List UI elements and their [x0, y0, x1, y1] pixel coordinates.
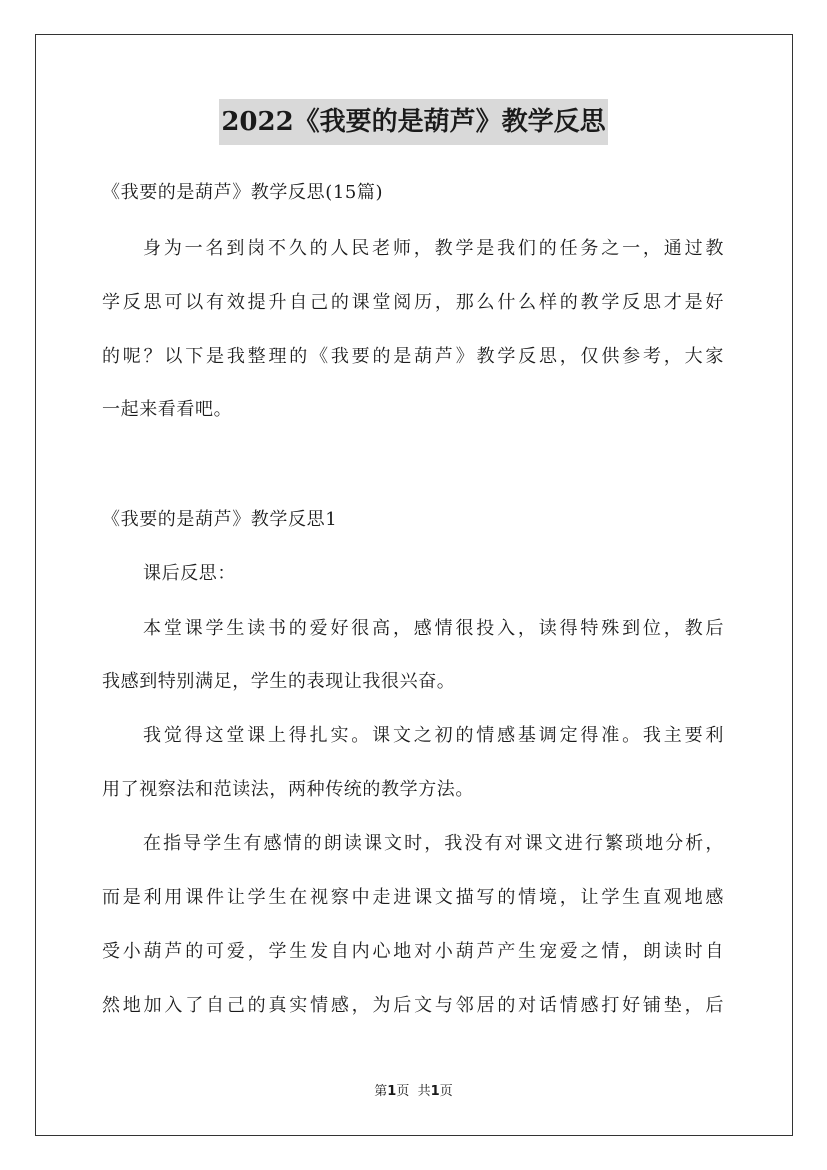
para3-line-3: 受小葫芦的可爱，学生发自内心地对小葫芦产生宠爱之情，朗读时自	[102, 941, 724, 962]
footer-total-number: 1	[430, 1084, 440, 1099]
document-subtitle: 《我要的是葫芦》教学反思(15篇)	[102, 182, 384, 203]
section-label: 课后反思：	[143, 563, 236, 584]
footer-total-prefix: 共	[417, 1084, 431, 1099]
para3-line-1: 在指导学生有感情的朗读课文时，我没有对课文进行繁琐地分析，	[143, 833, 724, 854]
para3-line-4: 然地加入了自己的真实情感，为后文与邻居的对话情感打好铺垫，后	[102, 995, 724, 1016]
intro-line-3: 的呢？以下是我整理的《我要的是葫芦》教学反思，仅供参考，大家	[102, 346, 724, 367]
page-footer	[0, 1083, 827, 1101]
document-title: 2022《我要的是葫芦》教学反思	[219, 99, 607, 145]
section-heading: 《我要的是葫芦》教学反思1	[102, 509, 338, 530]
footer-total-suffix: 页	[439, 1084, 453, 1099]
para3-line-2: 而是利用课件让学生在视察中走进课文描写的情境，让学生直观地感	[102, 887, 724, 908]
para2-line-2: 用了视察法和范读法，两种传统的教学方法。	[102, 779, 474, 800]
para1-line-1: 本堂课学生读书的爱好很高，感情很投入，读得特殊到位，教后	[143, 618, 724, 639]
intro-line-1: 身为一名到岗不久的人民老师，教学是我们的任务之一，通过教	[143, 238, 724, 259]
footer-page-number: 1	[387, 1084, 397, 1099]
intro-line-4: 一起来看看吧。	[102, 399, 233, 420]
footer-page-suffix: 页	[396, 1084, 410, 1099]
para1-line-2: 我感到特别满足，学生的表现让我很兴奋。	[102, 671, 456, 692]
document-title-block	[0, 99, 827, 145]
para2-line-1: 我觉得这堂课上得扎实。课文之初的情感基调定得准。我主要利	[143, 725, 724, 746]
intro-line-2: 学反思可以有效提升自己的课堂阅历，那么什么样的教学反思才是好	[102, 292, 724, 313]
footer-page-prefix: 第	[374, 1084, 388, 1099]
